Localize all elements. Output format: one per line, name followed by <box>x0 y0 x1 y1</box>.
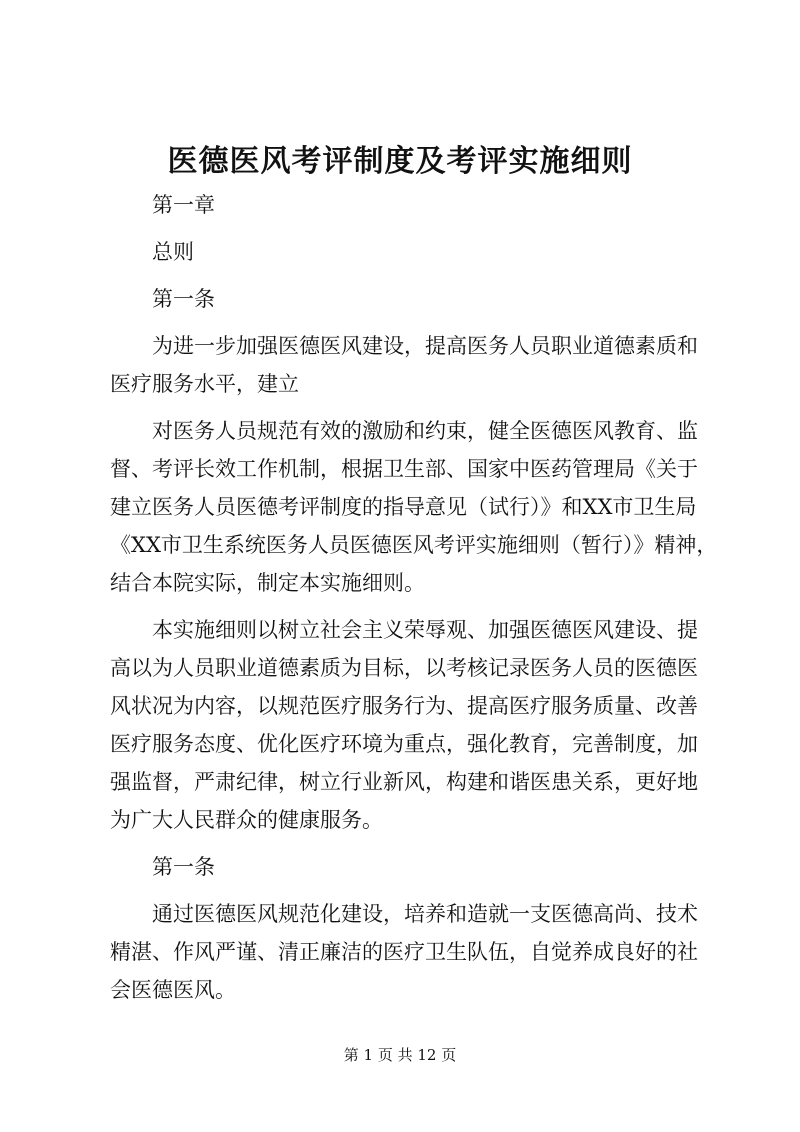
paragraph-2 <box>110 412 718 602</box>
paragraph-line: 医疗服务态度、优化医疗环境为重点，强化教育，完善制度，加 <box>110 732 698 756</box>
paragraph-line: 通过医德医风规范化建设，培养和造就一支医德高尚、技术 <box>152 902 698 926</box>
paragraph-line: 为广大人民群众的健康服务。 <box>110 808 383 832</box>
paragraph-1 <box>110 327 700 403</box>
paragraph-3 <box>110 611 700 839</box>
paragraph-line: 建立医务人员医德考评制度的指导意见（试行）》和XX市卫生局 <box>110 495 697 519</box>
paragraph-line: 为进一步加强医德医风建设，提高医务人员职业道德素质和 <box>152 334 698 358</box>
paragraph-line: 督、考评长效工作机制，根据卫生部、国家中医药管理局《关于 <box>110 457 698 481</box>
document-body <box>110 186 718 1009</box>
page-number-footer: 第 1 页 共 12 页 <box>343 1046 457 1064</box>
paragraph-line: 本实施细则以树立社会主义荣辱观、加强医德医风建设、提 <box>152 618 698 642</box>
article-heading: 第一条 <box>152 287 215 311</box>
paragraph-line: 对医务人员规范有效的激励和约束，健全医德医风教育、监 <box>152 419 698 443</box>
paragraph-line: 结合本院实际，制定本实施细则。 <box>110 571 425 595</box>
paragraph-line: 风状况为内容，以规范医疗服务行为、提高医疗服务质量、改善 <box>110 694 698 718</box>
section-heading: 总则 <box>152 240 194 264</box>
paragraph-line: 《XX市卫生系统医务人员医德医风考评实施细则（暂行）》精神， <box>110 533 718 557</box>
document-title: 医德医风考评制度及考评实施细则 <box>167 144 633 179</box>
paragraph-line: 精湛、作风严谨、清正廉洁的医疗卫生队伍，自觉养成良好的社 <box>110 940 698 964</box>
paragraph-line: 高以为人员职业道德素质为目标，以考核记录医务人员的医德医 <box>110 656 698 680</box>
paragraph-line: 医疗服务水平，建立 <box>110 372 299 396</box>
paragraph-4 <box>110 895 700 1009</box>
article-heading: 第一条 <box>152 855 215 879</box>
paragraph-line: 会医德医风。 <box>110 978 236 1002</box>
chapter-heading: 第一章 <box>152 193 215 217</box>
paragraph-line: 强监督，严肃纪律，树立行业新风，构建和谐医患关系，更好地 <box>110 770 698 794</box>
